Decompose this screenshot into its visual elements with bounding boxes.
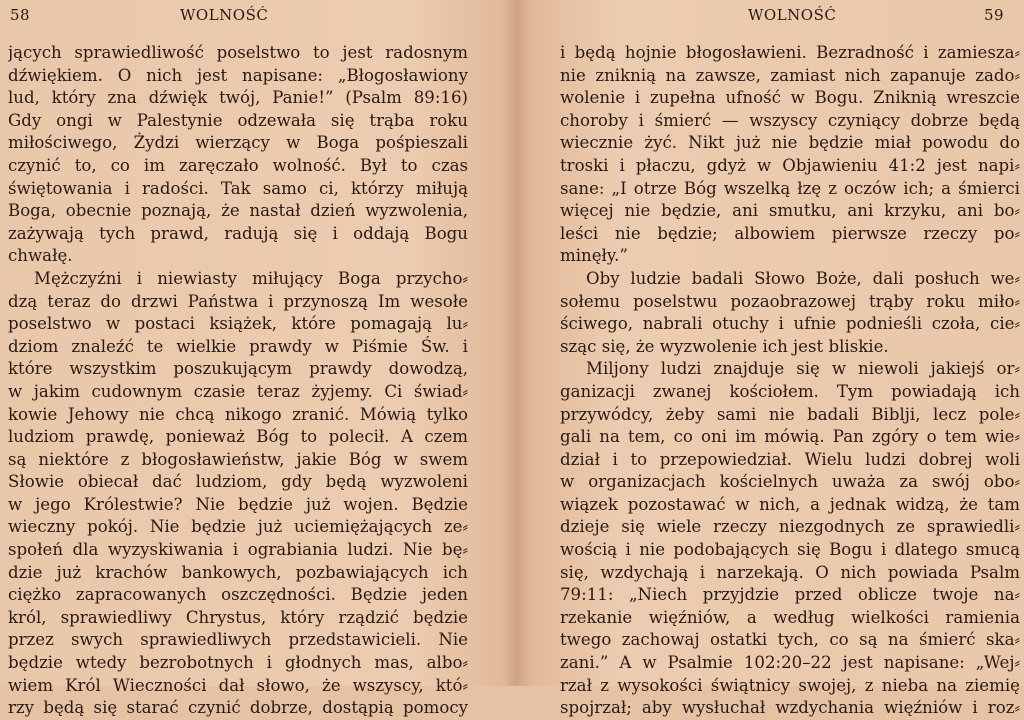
text-line: król, sprawiedliwy Chrystus, który rządzić będzie [8, 607, 468, 627]
text-line: Słowie obiecał dać ludziom, gdy będą wyzwoleni [8, 472, 468, 492]
left-page [0, 0, 512, 718]
text-line: wieczny pokój. Nie będzie już uciemiężających ze⸗ [8, 517, 468, 537]
text-line: spojrzał; aby wysłuchał wzdychania więźniów i roz⸗ [560, 698, 1020, 718]
text-line: wolenie i zupełna ufność w Bogu. Zniknią wreszcie [560, 88, 1020, 108]
page-number: 59 [984, 6, 1005, 24]
text-line: gali na tem, co oni im mówią. Pan zgóry o tem wie⸗ [560, 427, 1020, 447]
text-line: kowie Jehowy nie chcą nikogo zranić. Mówią tylko [8, 404, 468, 424]
text-line: sząc się, że wyzwolenie ich jest bliskie. [560, 336, 889, 356]
text-line: wiązek pozostawać w nich, a jednak widzą, że tam [560, 494, 1020, 514]
text-line: jących sprawiedliwość poselstwo to jest radosnym [8, 43, 468, 62]
text-line: wiecznie żyć. Nikt już nie będzie miał powodu do [560, 133, 1020, 153]
text-line: Boga, obecnie poznają, że nastał dzień wyzwolenia, [8, 201, 468, 221]
text-line: w jego Królestwie? Nie będzie już wojen. Będzie [8, 494, 468, 514]
text-line: dźwiękiem. O nich jest napisane: „Błogosławiony [8, 65, 468, 85]
text-line: rzy będą się starać czynić dobrze, dostąpią pomocy [8, 698, 468, 718]
text-line: 79:11: „Niech przyjdzie przed oblicze twoje na⸗ [560, 585, 1020, 605]
text-line: się, wzdychają i narzekają. O nich powiada Psalm [560, 562, 1020, 582]
text-line: chwałę. [8, 246, 73, 266]
text-line: twego zachowaj ostatki tych, co są na śmierć ska⸗ [560, 630, 1020, 650]
page-body-text [560, 42, 1020, 720]
text-line: wością i nie podobających się Bogu i dlatego smucą [560, 540, 1020, 560]
text-line: Oby ludzie badali Słowo Boże, dali posłuch we⸗ [586, 268, 1020, 288]
text-line: ganizacji zwanej kościołem. Tym powiadają ich [560, 381, 1020, 401]
text-line: poselstwo w postaci książek, które pomagają lu⸗ [8, 314, 468, 334]
text-line: są niektóre z błogosławieństw, jakie Bóg w swem [8, 449, 468, 469]
text-line: sane: „I otrze Bóg wszelką łzę z oczów ich; a śmierci [560, 178, 1020, 198]
running-title: WOLNOŚĆ [180, 6, 269, 24]
text-line: w organizacjach kościelnych uważa za swój obo⸗ [560, 472, 1020, 492]
text-line: leści nie będzie; albowiem pierwsze rzeczy po⸗ [560, 223, 1020, 243]
text-line: wiem Król Wieczności dał słowo, że wszyscy, któ⸗ [8, 675, 468, 695]
text-line: czynić to, co im zaręczało wolność. Był to czas [8, 155, 468, 175]
text-line: które wszystkim poszukującym prawdy dowodzą, [8, 359, 468, 379]
running-title: WOLNOŚĆ [748, 6, 837, 24]
text-line: dziom znaleźć te wielkie prawdy w Piśmie Św. i [8, 336, 468, 356]
text-line: zani.” A w Psalmie 102:20–22 jest napisane: „Wej⸗ [560, 653, 1020, 673]
text-line: Miljony ludzi znajduje się w niewoli jakiejś or⸗ [586, 359, 1020, 379]
text-line: Gdy ongi w Palestynie odzewała się trąba roku [8, 110, 468, 130]
text-line: ściwego, nabrali otuchy i ufnie podnieśli czoła, cie⸗ [560, 314, 1020, 334]
text-line: nie zniknią na zawsze, zamiast nich zapanuje zado⸗ [560, 65, 1020, 85]
text-line: będzie wtedy bezrobotnych i głodnych mas, albo⸗ [8, 653, 468, 673]
text-line: rzekanie więźniów, a według wielkości ramienia [560, 607, 1020, 627]
right-page [512, 0, 1024, 718]
text-line: przez swych sprawiedliwych przedstawicieli. Nie [8, 630, 468, 650]
text-line: ciężko zapracowanych oszczędności. Będzie jeden [8, 585, 468, 605]
page-body-text [8, 42, 468, 720]
text-line: dzą teraz do drzwi Państwa i przynoszą Im wesołe [8, 291, 468, 311]
text-line: lud, który zna dźwięk twój, Panie!” (Psalm 89:16) [8, 88, 468, 108]
text-line: przywódcy, żeby sami nie badali Biblji, lecz pole⸗ [560, 404, 1020, 424]
text-line: w jakim cudownym czasie teraz żyjemy. Ci świad⸗ [8, 381, 468, 401]
text-line: minęły.” [560, 246, 628, 266]
text-line: więcej nie będzie, ani smutku, ani krzyku, ani bo⸗ [560, 201, 1020, 221]
text-line: społeń dla wyzyskiwania i ograbiania ludzi. Nie bę⸗ [8, 540, 468, 560]
text-line: Mężczyźni i niewiasty miłujący Boga przycho⸗ [34, 268, 468, 288]
text-line: świętowania i radości. Tak samo ci, którzy miłują [8, 178, 468, 198]
text-line: rzał z wysokości świątnicy swojej, z nieba na ziemię [560, 675, 1020, 695]
text-line: choroby i śmierć — wszyscy czyniący dobrze będą [560, 110, 1020, 130]
page-number: 58 [10, 6, 31, 24]
text-line: ludziom prawdę, ponieważ Bóg to polecił. A czem [8, 427, 468, 447]
text-line: dzie już krachów bankowych, pozbawiających ich [8, 562, 468, 582]
text-line: sołemu poselstwu pozaobrazowej trąby roku miło⸗ [560, 291, 1020, 311]
text-line: miłościwego, Żydzi wierzący w Boga pośpieszali [8, 133, 468, 153]
text-line: i będą hojnie błogosławieni. Bezradność i zamiesza⸗ [560, 43, 1020, 62]
text-line: dzieje się wiele rzeczy niezgodnych ze sprawiedli⸗ [560, 517, 1020, 537]
text-line: zażywają tych prawd, radują się i oddają Bogu [8, 223, 468, 243]
text-line: dział i to przepowiedział. Wielu ludzi dobrej woli [560, 449, 1020, 469]
text-line: troski i płaczu, gdyż w Objawieniu 41:2 jest napi⸗ [560, 155, 1020, 175]
